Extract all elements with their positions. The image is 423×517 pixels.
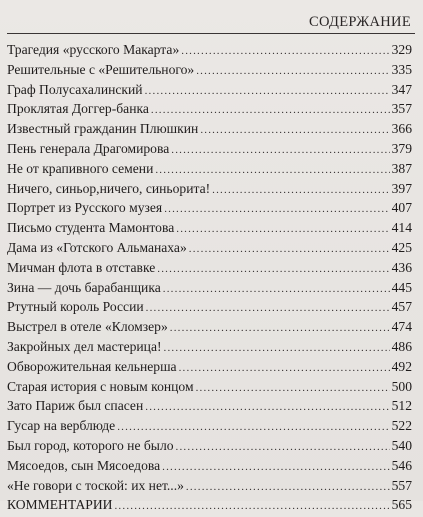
dot-leader — [114, 497, 389, 517]
toc-entry-title: Гусар на верблюде — [7, 418, 116, 434]
toc-entry-title: Решительные с «Решительного» — [7, 61, 195, 77]
toc-entry — [7, 278, 412, 298]
dot-leader — [196, 62, 389, 82]
toc-entry-title: Ничего, синьор,ничего, синьорита! — [7, 180, 211, 196]
dot-leader — [157, 260, 389, 280]
toc-entry — [7, 218, 412, 238]
toc-entry-page: 366 — [391, 121, 412, 137]
toc-entry-page: 357 — [391, 101, 412, 117]
toc-entry-title: Дама из «Готского Альманаха» — [7, 239, 187, 255]
toc-entry-title: Мичман флота в отставке — [7, 259, 156, 275]
toc-entry-page: 397 — [391, 180, 412, 196]
toc-entry — [7, 456, 412, 476]
toc-entry-page: 546 — [391, 457, 412, 473]
dot-leader — [164, 339, 390, 359]
toc-entry — [7, 238, 412, 258]
toc-entry-page: 407 — [391, 200, 412, 216]
toc-entry-title: Письмо студента Мамонтова — [7, 220, 175, 236]
toc-entry-title: Зина — дочь барабанщика — [7, 279, 161, 295]
dot-leader — [176, 220, 389, 240]
dot-leader — [186, 478, 390, 498]
toc-entry — [7, 258, 412, 278]
toc-entry-title: Известный гражданин Плюшкин — [7, 121, 199, 137]
toc-entry — [7, 60, 412, 80]
toc-entry-title: Ртутный король России — [7, 299, 144, 315]
toc-entry-title: Пень генерала Драгомирова — [7, 140, 170, 156]
toc-entry — [7, 436, 412, 456]
dot-leader — [189, 240, 390, 260]
dot-leader — [145, 82, 390, 102]
toc-entry-page: 565 — [391, 497, 412, 513]
toc-entry — [7, 476, 412, 496]
toc-entry-page: 486 — [391, 338, 412, 354]
toc-entry-title: Зато Париж был спасен — [7, 398, 144, 414]
dot-leader — [181, 42, 389, 62]
toc-entry — [7, 396, 412, 416]
toc-entry-page: 414 — [391, 220, 412, 236]
toc-entry — [7, 80, 412, 100]
toc-entry — [7, 198, 412, 218]
toc-entry — [7, 377, 412, 397]
toc-entry-title: Не от крапивного семени — [7, 160, 154, 176]
toc-entry-title: Портрет из Русского музея — [7, 200, 163, 216]
toc-entry-title: Обворожительная кельнерша — [7, 358, 177, 374]
toc-entry-page: 425 — [391, 239, 412, 255]
toc-entry-page: 347 — [391, 81, 412, 97]
toc-entry-page: 445 — [391, 279, 412, 295]
dot-leader — [163, 280, 390, 300]
dot-leader — [146, 299, 390, 319]
toc-entry-page: 329 — [391, 42, 412, 57]
toc-entry — [7, 119, 412, 139]
section-header: СОДЕРЖАНИЕ — [309, 14, 411, 30]
toc-entry — [7, 159, 412, 179]
dot-leader — [196, 379, 390, 399]
dot-leader — [164, 200, 389, 220]
toc-entry-page: 557 — [391, 477, 412, 493]
dot-leader — [212, 181, 389, 201]
toc-entry-page: 500 — [391, 378, 412, 394]
toc-entry-page: 436 — [391, 259, 412, 275]
header-rule — [7, 33, 415, 34]
toc-entry-page: 540 — [391, 437, 412, 453]
toc-entry-title: Старая история с новым концом — [7, 378, 194, 394]
toc-entry-title: Выстрел в отеле «Кломзер» — [7, 319, 168, 335]
toc-entry-title: КОММЕНТАРИИ — [7, 497, 113, 513]
dot-leader — [200, 121, 389, 141]
toc-entry-page: 457 — [391, 299, 412, 315]
toc-entry-title: Мясоедов, сын Мясоедова — [7, 457, 161, 473]
toc-entry-page: 387 — [391, 160, 412, 176]
toc-entry-title: Был город, которого не было — [7, 437, 174, 453]
toc-entry — [7, 495, 412, 515]
dot-leader — [145, 398, 389, 418]
toc-entry-title: Закройных дел мастерица! — [7, 338, 162, 354]
toc-entry-title: Проклятая Доггер-банка — [7, 101, 149, 117]
dot-leader — [170, 319, 390, 339]
toc-entry-page: 379 — [391, 140, 412, 156]
toc-entry — [7, 40, 412, 60]
dot-leader — [162, 458, 389, 478]
toc-entry — [7, 99, 412, 119]
toc-entry-page: 522 — [391, 418, 412, 434]
toc-entry — [7, 317, 412, 337]
dot-leader — [179, 359, 390, 379]
table-of-contents — [7, 40, 412, 515]
toc-entry-page: 474 — [391, 319, 412, 335]
toc-entry-title: «Не говори с тоской: их нет...» — [7, 477, 184, 493]
toc-entry-page: 492 — [391, 358, 412, 374]
toc-entry — [7, 179, 412, 199]
toc-entry-title: Трагедия «русского Макарта» — [7, 42, 180, 57]
toc-entry — [7, 416, 412, 436]
toc-entry-page: 335 — [391, 61, 412, 77]
dot-leader — [176, 438, 390, 458]
toc-entry — [7, 139, 412, 159]
dot-leader — [171, 141, 389, 161]
toc-entry — [7, 297, 412, 317]
toc-entry — [7, 337, 412, 357]
toc-entry — [7, 357, 412, 377]
toc-entry-title: Граф Полусахалинский — [7, 81, 143, 97]
toc-entry-page: 512 — [391, 398, 412, 414]
